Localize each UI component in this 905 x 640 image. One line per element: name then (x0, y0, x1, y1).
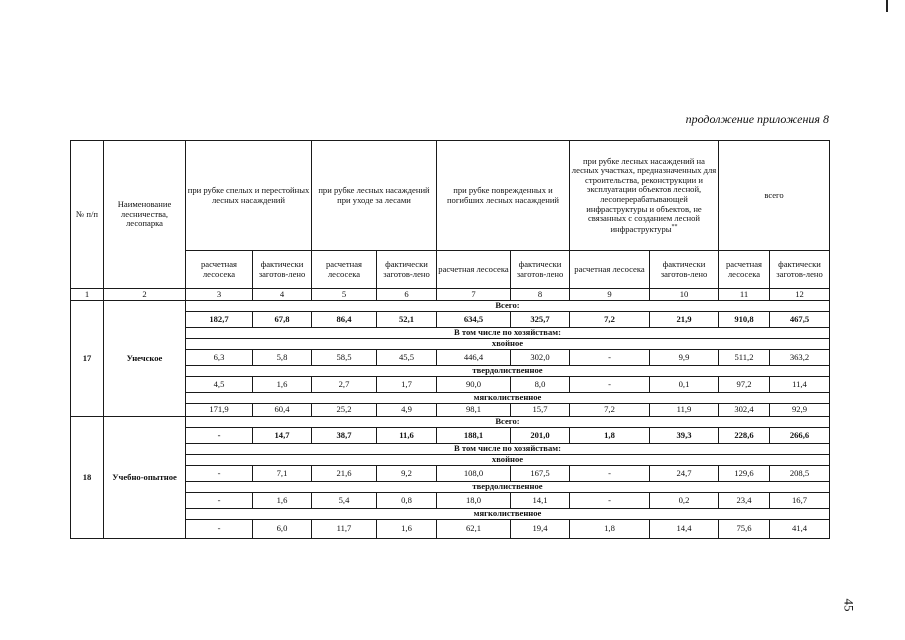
value-cell: 9,9 (650, 350, 719, 366)
group-label: Всего: (186, 417, 830, 428)
value-cell: 129,6 (719, 466, 770, 482)
value-cell: 11,7 (312, 520, 377, 539)
value-cell: - (186, 466, 253, 482)
value-cell: 21,9 (650, 312, 719, 328)
value-cell: 1,7 (377, 377, 437, 393)
group-label: хвойное (186, 455, 830, 466)
value-cell: 0,8 (377, 493, 437, 509)
column-number-cell: 4 (253, 289, 312, 301)
value-cell: 25,2 (312, 404, 377, 417)
group-label: мягколиственное (186, 393, 830, 404)
value-cell: 167,5 (511, 466, 570, 482)
appendix-caption: продолжение приложения 8 (685, 112, 829, 126)
value-cell: 188,1 (437, 428, 511, 444)
page-number: 45 (841, 598, 857, 612)
subheader-cell: расчетная лесосека (437, 251, 511, 289)
column-number-cell: 9 (570, 289, 650, 301)
value-cell: 14,1 (511, 493, 570, 509)
value-cell: 1,8 (570, 428, 650, 444)
group-label: Всего: (186, 301, 830, 312)
value-cell: 228,6 (719, 428, 770, 444)
value-cell: 58,5 (312, 350, 377, 366)
value-cell: 6,0 (253, 520, 312, 539)
value-cell: 1,6 (377, 520, 437, 539)
column-number-cell: 8 (511, 289, 570, 301)
value-cell: 11,6 (377, 428, 437, 444)
value-cell: 60,4 (253, 404, 312, 417)
value-cell: 511,2 (719, 350, 770, 366)
value-cell: 208,5 (770, 466, 830, 482)
group-label: В том числе по хозяйствам: (186, 444, 830, 455)
value-cell: 14,7 (253, 428, 312, 444)
value-cell: 2,7 (312, 377, 377, 393)
value-cell: 62,1 (437, 520, 511, 539)
value-cell: 98,1 (437, 404, 511, 417)
header-number: № п/п (71, 141, 104, 289)
subheader-cell: фактически заготов-лено (253, 251, 312, 289)
value-cell: - (570, 493, 650, 509)
value-cell: 6,3 (186, 350, 253, 366)
forestry-name: Учебно-опытное (104, 417, 186, 539)
value-cell: 67,8 (253, 312, 312, 328)
subheader-cell: расчетная лесосека (719, 251, 770, 289)
header-group-2: при рубке лесных насаждений при уходе за лесами (312, 141, 437, 251)
header-name: Наименование лесничества, лесопарка (104, 141, 186, 289)
value-cell: 171,9 (186, 404, 253, 417)
header-group-1: при рубке спелых и перестойных лесных насаждений (186, 141, 312, 251)
value-cell: 23,4 (719, 493, 770, 509)
value-cell: 14,4 (650, 520, 719, 539)
value-cell: 5,4 (312, 493, 377, 509)
value-cell: 467,5 (770, 312, 830, 328)
column-number-cell: 10 (650, 289, 719, 301)
value-cell: 19,4 (511, 520, 570, 539)
value-cell: 39,3 (650, 428, 719, 444)
value-cell: 21,6 (312, 466, 377, 482)
value-cell: 0,1 (650, 377, 719, 393)
value-cell: 325,7 (511, 312, 570, 328)
subheader-cell: фактически заготов-лено (770, 251, 830, 289)
value-cell: 41,4 (770, 520, 830, 539)
value-cell: 0,2 (650, 493, 719, 509)
group-label: твердолиственное (186, 482, 830, 493)
value-cell: 5,8 (253, 350, 312, 366)
value-cell: 97,2 (719, 377, 770, 393)
value-cell: 201,0 (511, 428, 570, 444)
header-group-3: при рубке поврежденных и погибших лесных насаждений (437, 141, 570, 251)
value-cell: 38,7 (312, 428, 377, 444)
value-cell: - (570, 350, 650, 366)
subheader-cell: фактически заготов-лено (650, 251, 719, 289)
value-cell: 108,0 (437, 466, 511, 482)
value-cell: 446,4 (437, 350, 511, 366)
scan-mark (886, 0, 888, 12)
value-cell: 86,4 (312, 312, 377, 328)
value-cell: 182,7 (186, 312, 253, 328)
value-cell: 634,5 (437, 312, 511, 328)
group-label: хвойное (186, 339, 830, 350)
value-cell: - (186, 493, 253, 509)
column-number-cell: 7 (437, 289, 511, 301)
group-label: твердолиственное (186, 366, 830, 377)
value-cell: 92,9 (770, 404, 830, 417)
value-cell: 1,6 (253, 377, 312, 393)
value-cell: 7,1 (253, 466, 312, 482)
value-cell: 302,4 (719, 404, 770, 417)
value-cell: 7,2 (570, 404, 650, 417)
value-cell: 45,5 (377, 350, 437, 366)
value-cell: 18,0 (437, 493, 511, 509)
column-number-cell: 5 (312, 289, 377, 301)
value-cell: 11,9 (650, 404, 719, 417)
value-cell: 15,7 (511, 404, 570, 417)
header-group-4 (570, 141, 719, 251)
subheader-cell: расчетная лесосека (312, 251, 377, 289)
header-group-5: всего (719, 141, 830, 251)
value-cell: 266,6 (770, 428, 830, 444)
value-cell: 910,8 (719, 312, 770, 328)
row-number: 17 (71, 301, 104, 417)
column-number-cell: 6 (377, 289, 437, 301)
value-cell: - (186, 520, 253, 539)
value-cell: 24,7 (650, 466, 719, 482)
subheader-cell: расчетная лесосека (186, 251, 253, 289)
value-cell: 16,7 (770, 493, 830, 509)
value-cell: 1,6 (253, 493, 312, 509)
column-number-cell: 3 (186, 289, 253, 301)
value-cell: - (570, 466, 650, 482)
value-cell: 11,4 (770, 377, 830, 393)
value-cell: 52,1 (377, 312, 437, 328)
subheader-cell: фактически заготов-лено (377, 251, 437, 289)
value-cell: 4,5 (186, 377, 253, 393)
subheader-cell: фактически заготов-лено (511, 251, 570, 289)
value-cell: 4,9 (377, 404, 437, 417)
column-number-cell: 11 (719, 289, 770, 301)
column-number-cell: 2 (104, 289, 186, 301)
forest-harvest-table (70, 140, 830, 539)
row-number: 18 (71, 417, 104, 539)
group-label: В том числе по хозяйствам: (186, 328, 830, 339)
value-cell: 7,2 (570, 312, 650, 328)
value-cell: 1,8 (570, 520, 650, 539)
column-number-cell: 1 (71, 289, 104, 301)
value-cell: 90,0 (437, 377, 511, 393)
value-cell: - (570, 377, 650, 393)
column-number-cell: 12 (770, 289, 830, 301)
forestry-name: Унечское (104, 301, 186, 417)
value-cell: 363,2 (770, 350, 830, 366)
value-cell: - (186, 428, 253, 444)
footnote-mark: ** (671, 223, 678, 230)
subheader-cell: расчетная лесосека (570, 251, 650, 289)
value-cell: 75,6 (719, 520, 770, 539)
value-cell: 302,0 (511, 350, 570, 366)
value-cell: 9,2 (377, 466, 437, 482)
header-group-4-text: при рубке лесных насаждений на лесных участках, предназначенных для строительства, реконструкции и эксплуатации объектов лесной, лесоперерабатывающей инфраструктуры и объектов, не связанных с созданием лесной инфраструктуры (571, 155, 717, 234)
value-cell: 8,0 (511, 377, 570, 393)
group-label: мягколиственное (186, 509, 830, 520)
